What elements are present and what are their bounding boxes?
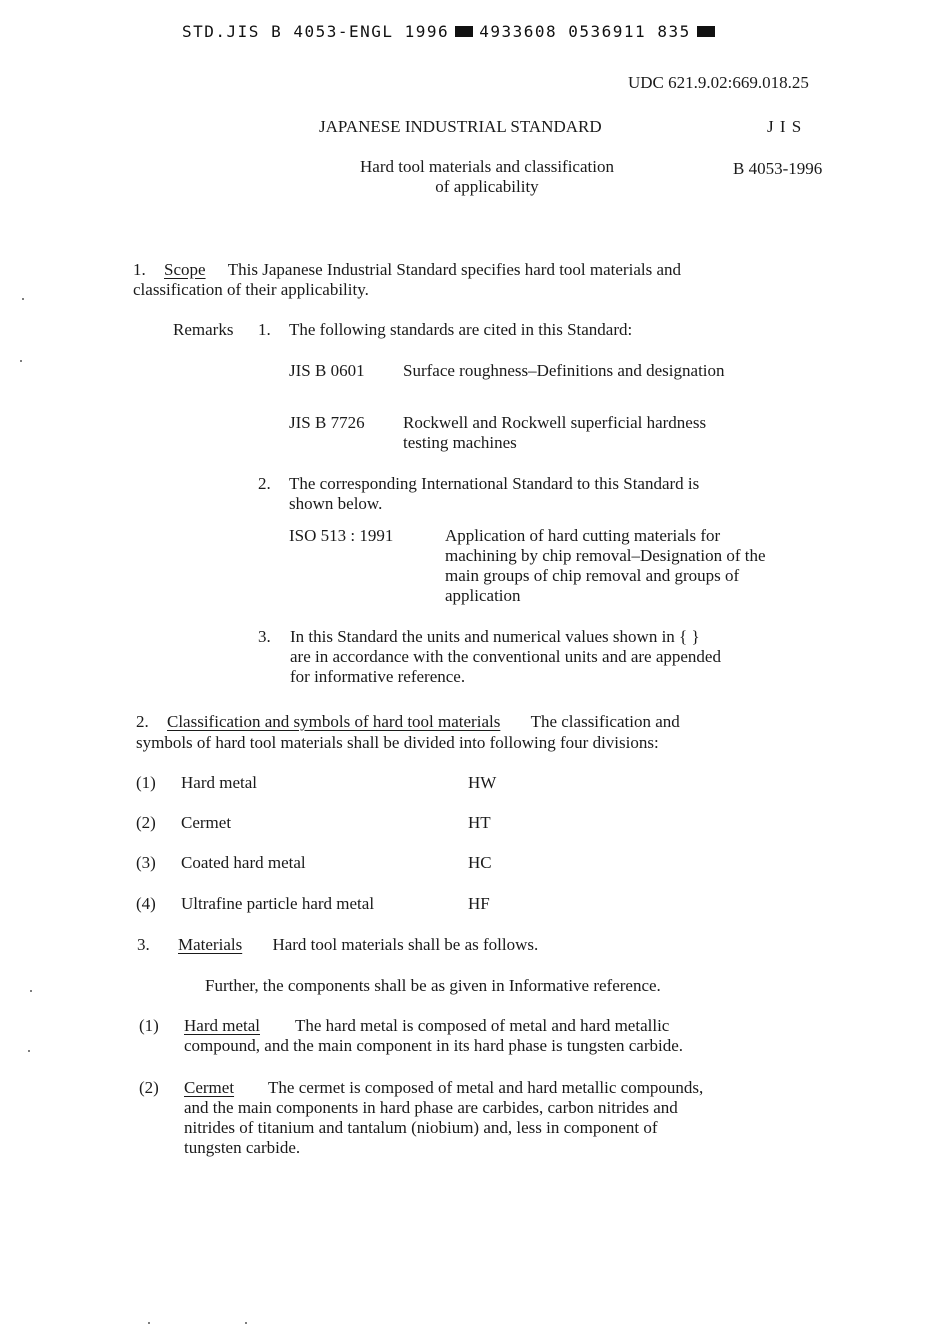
section-2-line-1 [136, 712, 680, 732]
standard-number: B 4053-1996 [733, 159, 823, 178]
redaction-block [455, 26, 473, 37]
scan-speck [28, 1050, 30, 1052]
section-3-text: Hard tool materials shall be as follows. [272, 935, 539, 954]
division-number: (2) [136, 813, 156, 832]
cermet-heading: Cermet [184, 1078, 235, 1097]
iso-code: ISO 513 : 1991 [289, 526, 394, 545]
section-2-heading: Classification and symbols of hard tool materials [167, 712, 501, 731]
hard-metal-heading: Hard metal [184, 1016, 260, 1035]
jis-label: J I S [767, 117, 803, 136]
section-3-line-1 [178, 935, 538, 955]
scan-speck [20, 360, 22, 362]
section-2-text: The classification and [530, 712, 680, 731]
section-1-heading: Scope [164, 260, 206, 279]
section-1-line-1 [133, 260, 681, 280]
iso-title-line-2: machining by chip removal–Designation of the [445, 546, 766, 565]
document-title [300, 157, 674, 197]
iso-title-line-1: Application of hard cutting materials for [445, 526, 721, 545]
cermet-line-4: tungsten carbide. [184, 1138, 301, 1157]
division-number: (4) [136, 894, 156, 913]
remark-3-line-3: for informative reference. [290, 667, 466, 686]
hard-metal-paragraph [184, 1016, 683, 1056]
ref-2-title-line-1: Rockwell and Rockwell superficial hardness [403, 413, 707, 432]
stamp-text-2: 4933608 0536911 835 [479, 22, 691, 41]
section-3-number: 3. [137, 935, 150, 954]
ref-2-title-line-2: testing machines [403, 433, 517, 452]
cermet-line-3: nitrides of titanium and tantalum (niobium) and, less in component of [184, 1118, 658, 1137]
title-line-1: Hard tool materials and classification [360, 157, 614, 176]
cermet-paragraph [184, 1078, 703, 1158]
division-number: (3) [136, 853, 156, 872]
iso-title [445, 526, 766, 606]
division-name: Cermet [181, 813, 232, 832]
remarks-label: Remarks [173, 320, 234, 339]
ref-2-title [403, 413, 706, 453]
scan-speck [22, 298, 24, 300]
remark-2-line-1: The corresponding International Standard to this Standard is [289, 474, 700, 493]
standard-name: JAPANESE INDUSTRIAL STANDARD [319, 117, 602, 136]
section-2-number: 2. [136, 712, 149, 731]
iso-title-line-3: main groups of chip removal and groups of [445, 566, 740, 585]
cermet-text: The cermet is composed of metal and hard metallic compounds, [268, 1078, 704, 1097]
document-stamp [182, 22, 721, 42]
remark-2-line-2: shown below. [289, 494, 383, 513]
scan-speck [245, 1322, 247, 1324]
hard-metal-number: (1) [139, 1016, 159, 1035]
scan-speck [30, 990, 32, 992]
section-2-line-2: symbols of hard tool materials shall be divided into following four divisions: [136, 733, 659, 752]
hard-metal-text: The hard metal is composed of metal and hard metallic [295, 1016, 670, 1035]
division-symbol: HT [468, 813, 491, 832]
remark-3-number: 3. [258, 627, 271, 646]
division-symbol: HC [468, 853, 492, 872]
section-3-heading: Materials [178, 935, 243, 954]
iso-title-line-4: application [445, 586, 521, 605]
remark-2-number: 2. [258, 474, 271, 493]
stamp-text-1: STD.JIS B 4053-ENGL 1996 [182, 22, 450, 41]
title-line-2: of applicability [435, 177, 539, 196]
section-1-line-2: classification of their applicability. [133, 280, 369, 299]
section-1-text: This Japanese Industrial Standard specifies hard tool materials and [227, 260, 681, 279]
remark-3-line-1: In this Standard the units and numerical values shown in { } [290, 627, 700, 646]
udc-code: UDC 621.9.02:669.018.25 [628, 73, 809, 92]
remark-1-text: The following standards are cited in this Standard: [289, 320, 633, 339]
section-1-number: 1. [133, 260, 146, 279]
cermet-line-1 [184, 1078, 703, 1098]
division-number: (1) [136, 773, 156, 792]
division-name: Coated hard metal [181, 853, 306, 872]
division-symbol: HF [468, 894, 490, 913]
cermet-number: (2) [139, 1078, 159, 1097]
ref-1-code: JIS B 0601 [289, 361, 365, 380]
remark-1-number: 1. [258, 320, 271, 339]
remark-3-line-2: are in accordance with the conventional units and are appended [290, 647, 721, 666]
division-name: Hard metal [181, 773, 257, 792]
hard-metal-line-2: compound, and the main component in its hard phase is tungsten carbide. [184, 1036, 684, 1055]
hard-metal-line-1 [184, 1016, 683, 1036]
division-name: Ultrafine particle hard metal [181, 894, 375, 913]
ref-1-title: Surface roughness–Definitions and designation [403, 361, 725, 380]
ref-2-code: JIS B 7726 [289, 413, 365, 432]
division-symbol: HW [468, 773, 497, 792]
cermet-line-2: and the main components in hard phase are carbides, carbon nitrides and [184, 1098, 678, 1117]
remark-2-text [289, 474, 699, 514]
scan-speck [148, 1322, 150, 1324]
redaction-block [697, 26, 715, 37]
section-3-further: Further, the components shall be as given in Informative reference. [205, 976, 661, 995]
remark-3-text [290, 627, 721, 687]
